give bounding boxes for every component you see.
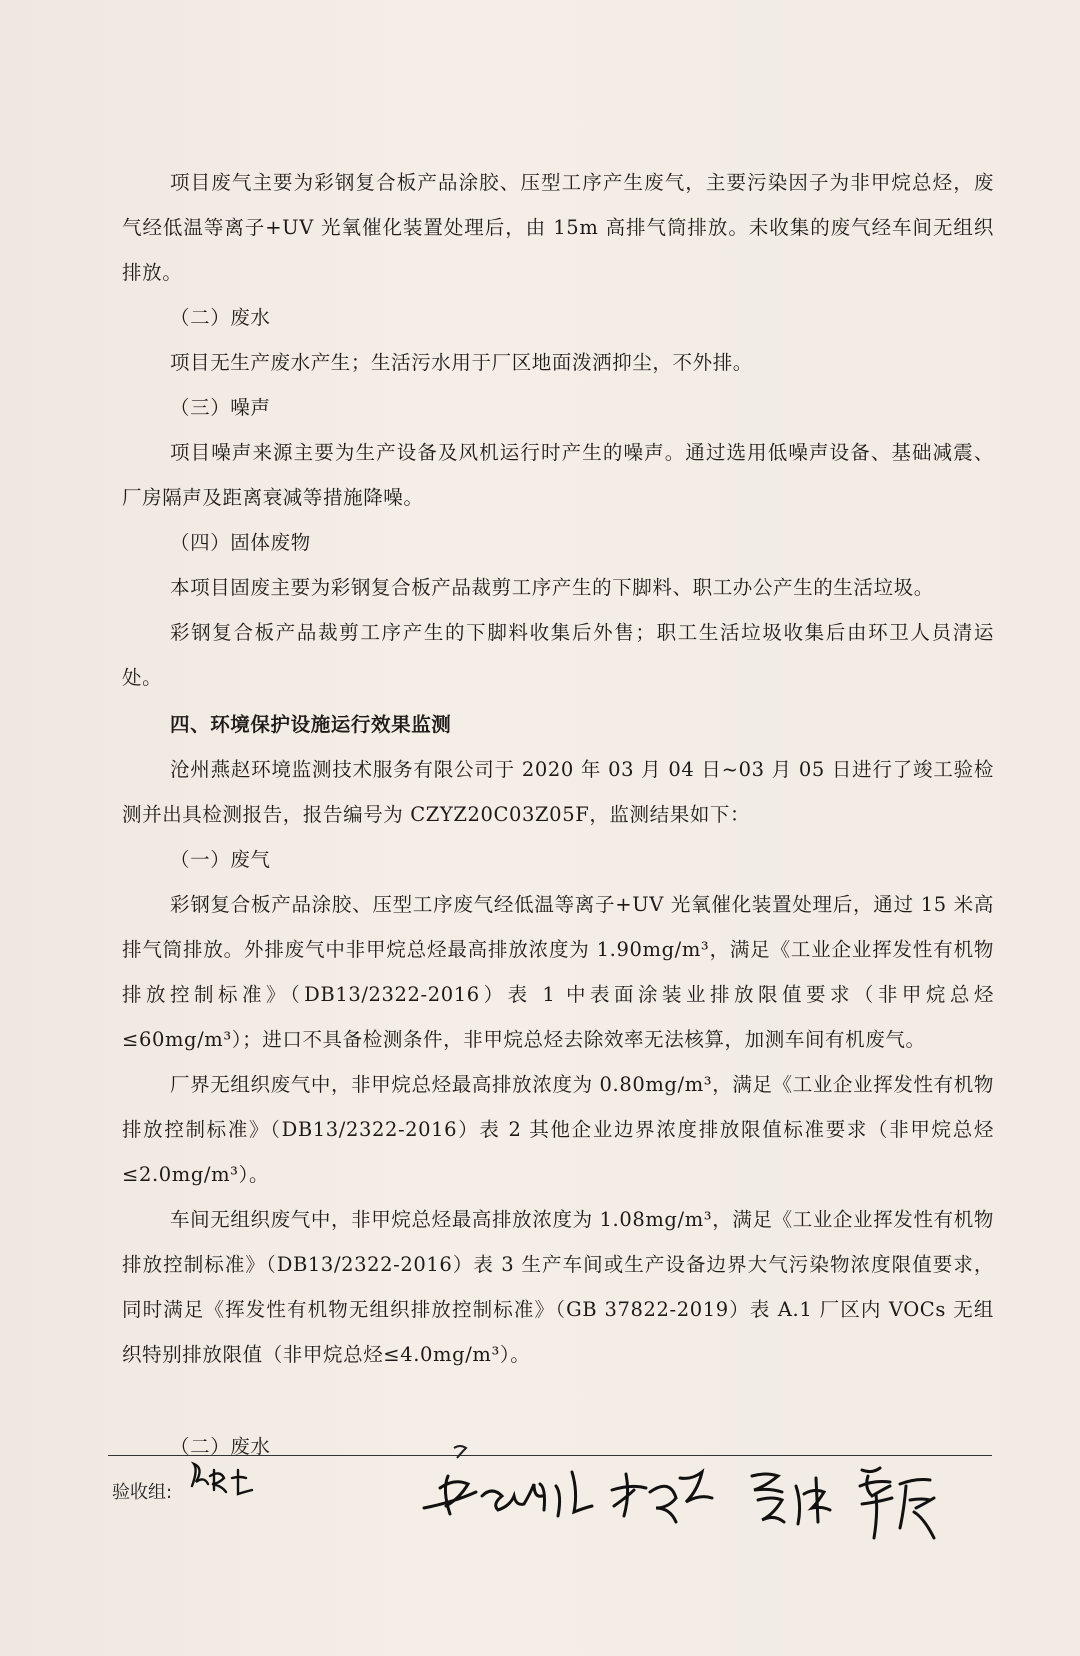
body-paragraph: 沧州燕赵环境监测技术服务有限公司于 2020 年 03 月 04 日~03 月 05 日进行了竣工验检测并出具检测报告，报告编号为 CZYZ20C03Z05F，监测结果如下： bbox=[122, 758, 994, 826]
body-paragraph: 项目噪声来源主要为生产设备及风机运行时产生的噪声。通过选用低噪声设备、基础减震、厂房隔声及距离衰减等措施降噪。 bbox=[122, 441, 994, 509]
body-paragraph: 彩钢复合板产品涂胶、压型工序废气经低温等离子+UV 光氧催化装置处理后，通过 15 米高排气筒排放。外排废气中非甲烷总烃最高排放浓度为 1.90mg/m³，满足《工业企业挥发性有机物排放控制标准》（DB13/2322-2016）表 1 中表面涂装业排放限值要求（非甲烷总烃≤60mg/m³）；进口不具备检测条件，非甲烷总烃去除效率无法核算，加测车间有机废气。 bbox=[122, 893, 994, 1051]
acceptance-group-label: 验收组: bbox=[112, 1482, 173, 1503]
section-heading: （二）废水 bbox=[170, 306, 271, 329]
page-number-mark bbox=[454, 1446, 466, 1458]
body-paragraph: 厂界无组织废气中，非甲烷总烃最高排放浓度为 0.80mg/m³，满足《工业企业挥发性有机物排放控制标准》（DB13/2322-2016）表 2 其他企业边界浓度排放限值标准要求（非甲烷总烃≤2.0mg/m³）。 bbox=[122, 1073, 994, 1186]
signature-5 bbox=[860, 1468, 934, 1538]
signature-4 bbox=[752, 1474, 830, 1524]
body-paragraph: 车间无组织废气中，非甲烷总烃最高排放浓度为 1.08mg/m³，满足《工业企业挥发性有机物排放控制标准》（DB13/2322-2016）表 3 生产车间或生产设备边界大气污染物浓度限值要求，同时满足《挥发性有机物无组织排放控制标准》（GB 37822-2019）表 A.1 厂区内 VOCs 无组织特别排放限值（非甲烷总烃≤4.0mg/m³）。 bbox=[122, 1208, 994, 1366]
section-heading: （一）废气 bbox=[170, 848, 271, 871]
body-paragraph: 本项目固废主要为彩钢复合板产品裁剪工序产生的下脚料、职工办公产生的生活垃圾。 bbox=[170, 576, 934, 599]
body-paragraph: 彩钢复合板产品裁剪工序产生的下脚料收集后外售；职工生活垃圾收集后由环卫人员清运处。 bbox=[122, 621, 994, 689]
signature-2 bbox=[424, 1472, 592, 1516]
body-paragraph: 项目废气主要为彩钢复合板产品涂胶、压型工序产生废气，主要污染因子为非甲烷总烃，废气经低温等离子+UV 光氧催化装置处理后，由 15m 高排气筒排放。未收集的废气经车间无组织排放。 bbox=[122, 171, 994, 284]
section-heading: 四、环境保护设施运行效果监测 bbox=[170, 713, 452, 736]
signature-1 bbox=[192, 1464, 252, 1494]
section-heading: （四）固体废物 bbox=[170, 531, 311, 554]
section-heading: （三）噪声 bbox=[170, 396, 271, 419]
signature-3 bbox=[612, 1472, 712, 1522]
body-paragraph: 项目无生产废水产生；生活污水用于厂区地面泼洒抑尘，不外排。 bbox=[170, 351, 753, 374]
section-heading: （二）废水 bbox=[170, 1435, 271, 1458]
